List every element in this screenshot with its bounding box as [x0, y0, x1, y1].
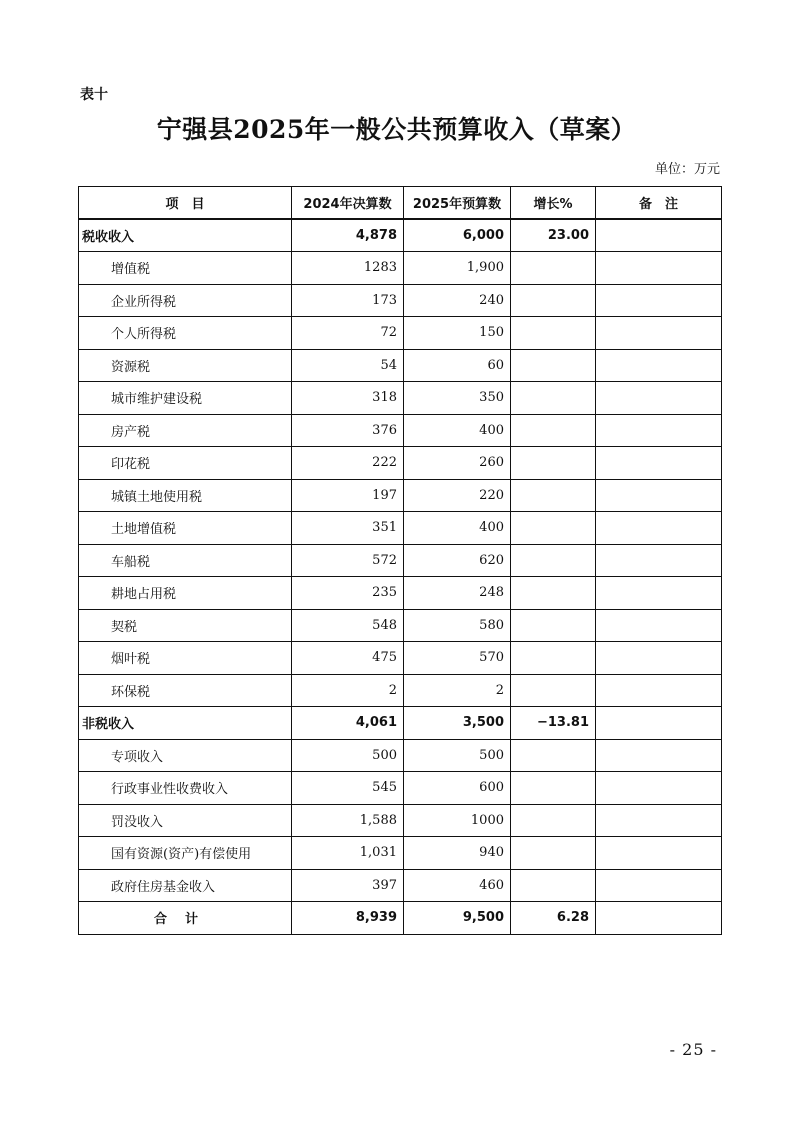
- table-row: [79, 837, 722, 870]
- table-row: [79, 252, 722, 285]
- row-2025-value: 6,000: [404, 219, 511, 252]
- row-note-cell: [596, 414, 722, 447]
- row-2025-value: 350: [404, 382, 511, 415]
- category-row: [79, 219, 722, 252]
- row-2025-value: 400: [404, 414, 511, 447]
- row-2024-value: 173: [292, 284, 404, 317]
- row-2025-value: 150: [404, 317, 511, 350]
- row-2024-value: 1,031: [292, 837, 404, 870]
- row-note-cell: [596, 317, 722, 350]
- row-2025-value: 400: [404, 512, 511, 545]
- row-2024-value: 222: [292, 447, 404, 480]
- row-name-cell: 印花税: [79, 447, 292, 480]
- row-2024-value: 376: [292, 414, 404, 447]
- row-2024-value: 8,939: [292, 902, 404, 935]
- row-growth-value: [511, 349, 596, 382]
- row-growth-value: −13.81: [511, 707, 596, 740]
- table-row: [79, 349, 722, 382]
- column-header-growth: 增长%: [511, 187, 596, 220]
- table-row: [79, 317, 722, 350]
- row-2024-value: 351: [292, 512, 404, 545]
- row-growth-value: [511, 804, 596, 837]
- row-growth-value: [511, 577, 596, 610]
- row-2025-value: 580: [404, 609, 511, 642]
- row-name-cell: 城镇土地使用税: [79, 479, 292, 512]
- row-growth-value: 23.00: [511, 219, 596, 252]
- row-name-cell: 税收收入: [79, 219, 292, 252]
- row-growth-value: [511, 447, 596, 480]
- row-2025-value: 220: [404, 479, 511, 512]
- row-note-cell: [596, 772, 722, 805]
- table-row: [79, 869, 722, 902]
- row-growth-value: [511, 869, 596, 902]
- row-2024-value: 397: [292, 869, 404, 902]
- row-2024-value: 2: [292, 674, 404, 707]
- table-row: [79, 284, 722, 317]
- row-2025-value: 9,500: [404, 902, 511, 935]
- row-2025-value: 240: [404, 284, 511, 317]
- row-note-cell: [596, 902, 722, 935]
- row-2025-value: 460: [404, 869, 511, 902]
- row-name-cell: 专项收入: [79, 739, 292, 772]
- row-note-cell: [596, 382, 722, 415]
- row-note-cell: [596, 642, 722, 675]
- document-title: 宁强县2025年一般公共预算收入（草案）: [156, 115, 637, 144]
- table-body: [79, 219, 722, 934]
- row-growth-value: [511, 317, 596, 350]
- row-growth-value: [511, 837, 596, 870]
- row-name-cell: 房产税: [79, 414, 292, 447]
- row-name-cell: 城市维护建设税: [79, 382, 292, 415]
- row-name-cell: 车船税: [79, 544, 292, 577]
- row-name-cell: 合计: [79, 902, 292, 935]
- row-2024-value: 318: [292, 382, 404, 415]
- table-row: [79, 642, 722, 675]
- row-2024-value: 4,878: [292, 219, 404, 252]
- row-growth-value: [511, 739, 596, 772]
- row-name-cell: 土地增值税: [79, 512, 292, 545]
- row-2024-value: 572: [292, 544, 404, 577]
- column-header-note: 备 注: [596, 187, 722, 220]
- table-row: [79, 382, 722, 415]
- row-2024-value: 54: [292, 349, 404, 382]
- row-2025-value: 3,500: [404, 707, 511, 740]
- row-name-cell: 国有资源(资产)有偿使用: [79, 837, 292, 870]
- row-2024-value: 235: [292, 577, 404, 610]
- row-name-cell: 契税: [79, 609, 292, 642]
- row-note-cell: [596, 804, 722, 837]
- row-note-cell: [596, 577, 722, 610]
- row-growth-value: [511, 479, 596, 512]
- row-growth-value: [511, 772, 596, 805]
- row-note-cell: [596, 512, 722, 545]
- row-growth-value: [511, 512, 596, 545]
- page-number: - 25 -: [669, 1040, 717, 1059]
- row-2025-value: 500: [404, 739, 511, 772]
- row-note-cell: [596, 544, 722, 577]
- table-row: [79, 772, 722, 805]
- row-name-cell: 增值税: [79, 252, 292, 285]
- table-label: 表十: [80, 87, 108, 103]
- table-row: [79, 414, 722, 447]
- row-growth-value: [511, 544, 596, 577]
- row-growth-value: [511, 609, 596, 642]
- row-2025-value: 260: [404, 447, 511, 480]
- row-2025-value: 570: [404, 642, 511, 675]
- row-name-cell: 政府住房基金收入: [79, 869, 292, 902]
- unit-label: 单位：万元: [654, 162, 720, 177]
- row-note-cell: [596, 674, 722, 707]
- row-growth-value: 6.28: [511, 902, 596, 935]
- row-name-cell: 企业所得税: [79, 284, 292, 317]
- row-note-cell: [596, 837, 722, 870]
- row-name-cell: 烟叶税: [79, 642, 292, 675]
- column-header-item: 项 目: [79, 187, 292, 220]
- row-growth-value: [511, 284, 596, 317]
- row-2025-value: 60: [404, 349, 511, 382]
- row-note-cell: [596, 219, 722, 252]
- total-row: [79, 902, 722, 935]
- row-name-cell: 环保税: [79, 674, 292, 707]
- row-name-cell: 非税收入: [79, 707, 292, 740]
- row-2024-value: 72: [292, 317, 404, 350]
- table-row: [79, 739, 722, 772]
- table-row: [79, 447, 722, 480]
- category-row: [79, 707, 722, 740]
- row-2025-value: 620: [404, 544, 511, 577]
- row-growth-value: [511, 414, 596, 447]
- row-growth-value: [511, 642, 596, 675]
- row-2024-value: 545: [292, 772, 404, 805]
- row-2025-value: 600: [404, 772, 511, 805]
- row-2024-value: 1283: [292, 252, 404, 285]
- row-2024-value: 1,588: [292, 804, 404, 837]
- row-2024-value: 500: [292, 739, 404, 772]
- row-2025-value: 2: [404, 674, 511, 707]
- row-growth-value: [511, 382, 596, 415]
- row-2024-value: 548: [292, 609, 404, 642]
- column-header-2024: 2024年决算数: [292, 187, 404, 220]
- row-growth-value: [511, 674, 596, 707]
- row-note-cell: [596, 869, 722, 902]
- row-2025-value: 1000: [404, 804, 511, 837]
- row-note-cell: [596, 349, 722, 382]
- row-name-cell: 资源税: [79, 349, 292, 382]
- row-note-cell: [596, 252, 722, 285]
- budget-table: [78, 186, 722, 935]
- row-2024-value: 197: [292, 479, 404, 512]
- row-growth-value: [511, 252, 596, 285]
- row-note-cell: [596, 609, 722, 642]
- table-header-row: [79, 187, 722, 220]
- row-note-cell: [596, 447, 722, 480]
- row-name-cell: 耕地占用税: [79, 577, 292, 610]
- row-note-cell: [596, 479, 722, 512]
- column-header-2025: 2025年预算数: [404, 187, 511, 220]
- row-name-cell: 行政事业性收费收入: [79, 772, 292, 805]
- row-2025-value: 248: [404, 577, 511, 610]
- table-row: [79, 479, 722, 512]
- row-note-cell: [596, 707, 722, 740]
- row-2025-value: 1,900: [404, 252, 511, 285]
- table-row: [79, 609, 722, 642]
- table-row: [79, 544, 722, 577]
- row-note-cell: [596, 739, 722, 772]
- table-row: [79, 804, 722, 837]
- table-row: [79, 512, 722, 545]
- row-2024-value: 4,061: [292, 707, 404, 740]
- row-note-cell: [596, 284, 722, 317]
- row-2024-value: 475: [292, 642, 404, 675]
- row-name-cell: 罚没收入: [79, 804, 292, 837]
- table-row: [79, 674, 722, 707]
- row-name-cell: 个人所得税: [79, 317, 292, 350]
- table-row: [79, 577, 722, 610]
- row-2025-value: 940: [404, 837, 511, 870]
